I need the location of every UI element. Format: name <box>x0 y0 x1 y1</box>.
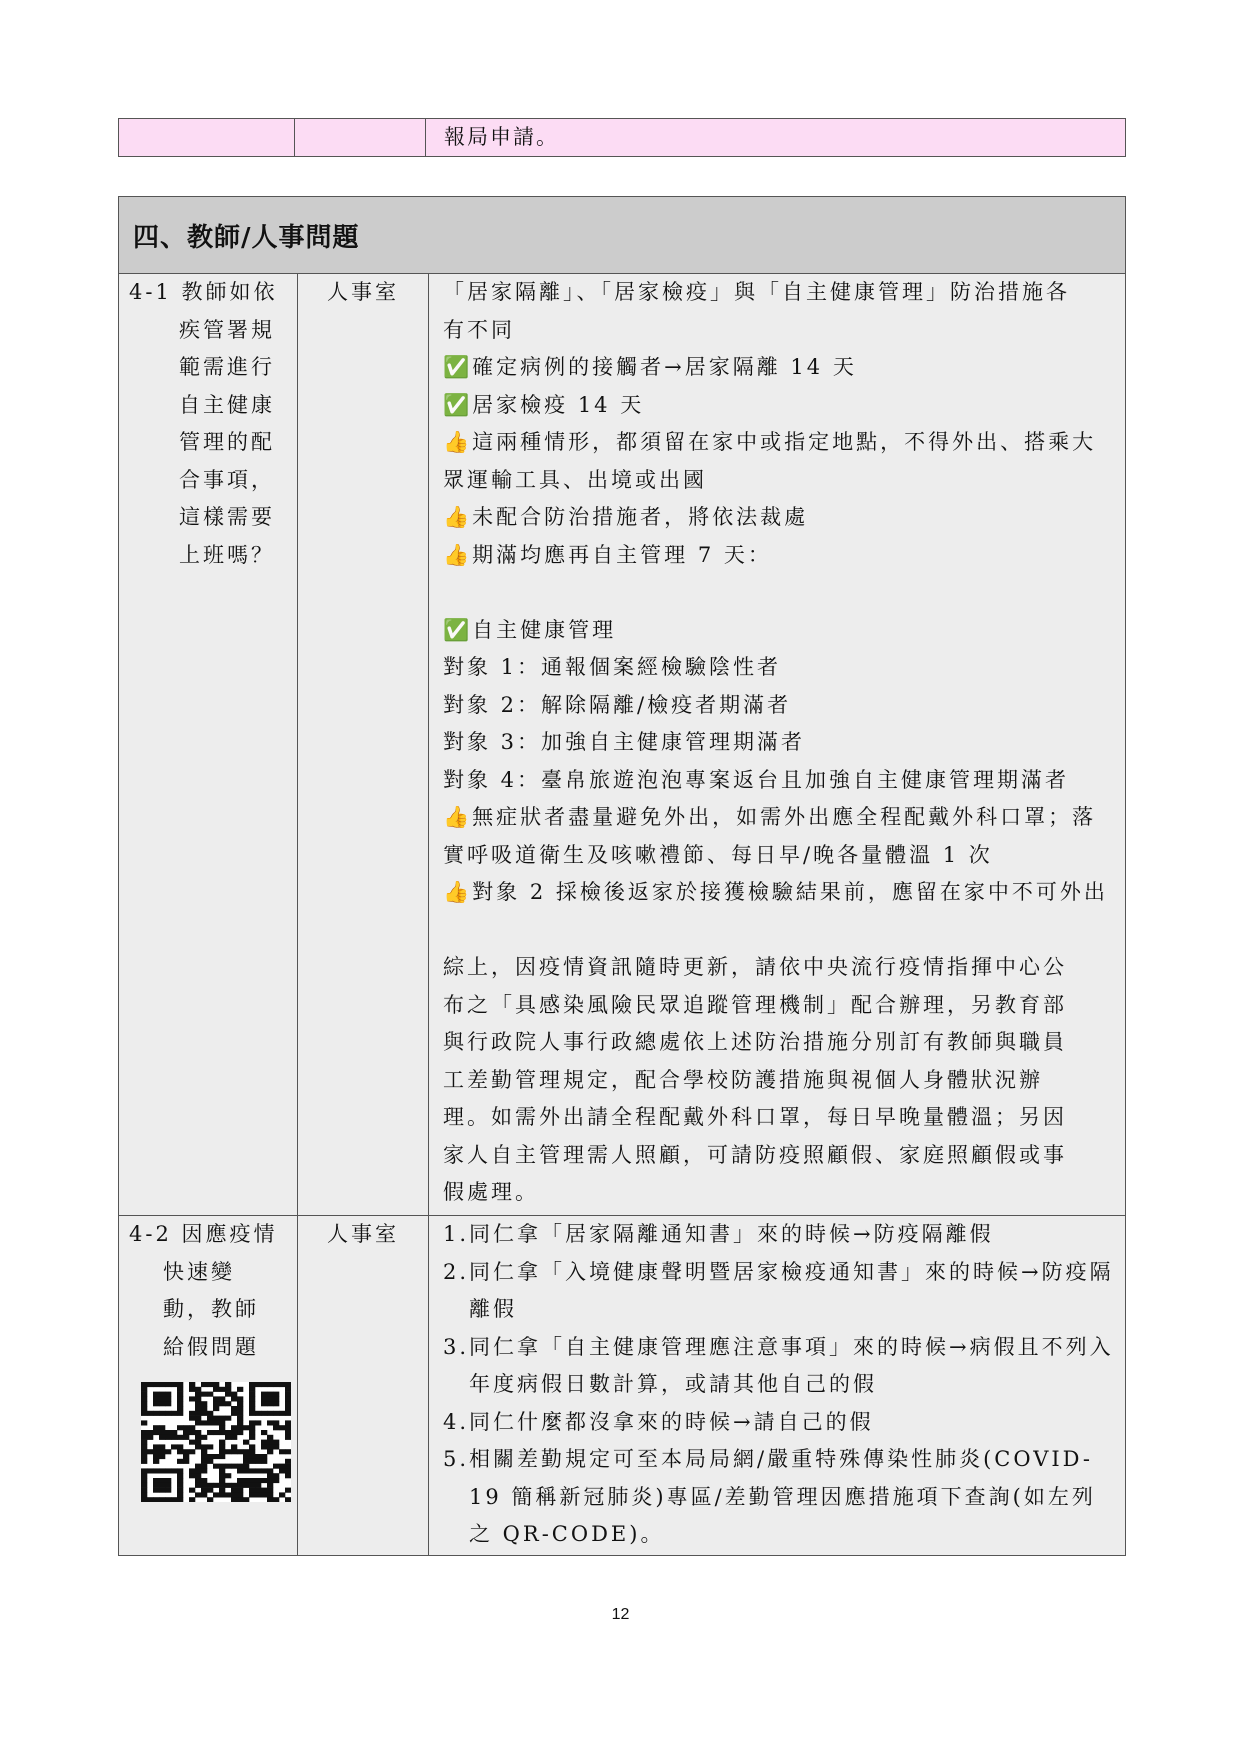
table-row <box>119 274 1126 1216</box>
answer-line: 理。如需外出請全程配戴外科口罩，每日早晚量體溫；另因 <box>443 1105 1067 1129</box>
table-row <box>119 1216 1126 1556</box>
top-table-fragment <box>118 118 1126 157</box>
answer-line: 👍未配合防治措施者，將依法裁處 <box>443 505 809 529</box>
blank-line <box>443 912 1115 950</box>
question-line: 疾管署規 <box>179 317 275 342</box>
unit-cell: 人事室 <box>298 274 429 1216</box>
answer-cell <box>429 274 1126 1216</box>
question-number: 4-1 <box>129 280 172 304</box>
table-row <box>119 119 1126 157</box>
answer-line: 👍無症狀者盡量避免外出，如需外出應全程配戴外科口罩；落 <box>443 805 1097 829</box>
empty-cell <box>119 119 295 157</box>
question-line: 給假問題 <box>163 1334 259 1359</box>
answer-line: 對象 2：解除隔離/檢疫者期滿者 <box>443 692 792 717</box>
answer-line: 假處理。 <box>443 1180 539 1204</box>
question-number: 4-2 <box>129 1222 172 1246</box>
section-header-row <box>119 197 1126 274</box>
answer-line: 對象 3：加強自主健康管理期滿者 <box>443 730 806 754</box>
answer-line: 對象 1：通報個案經檢驗陰性者 <box>443 655 782 679</box>
question-line: 教師如依 <box>181 280 278 304</box>
list-item: 5.相關差勤規定可至本局局網/嚴重特殊傳染性肺炎(COVID-19 簡稱新冠肺炎)專區/差勤管理因應措施項下查詢(如左列之 QR-CODE)。 <box>443 1447 1096 1546</box>
answer-line: 與行政院人事行政總處依上述防治措施分別訂有教師與職員 <box>443 1030 1067 1054</box>
answer-line: 有不同 <box>443 317 515 342</box>
page-number: 12 <box>611 1606 630 1623</box>
question-cell <box>119 1216 298 1556</box>
list-item: 2.同仁拿「入境健康聲明暨居家檢疫通知書」來的時候→防疫隔離假 <box>443 1259 1114 1321</box>
answer-line: 對象 4：臺帛旅遊泡泡專案返台且加強自主健康管理期滿者 <box>443 767 1070 792</box>
answer-line: 工差勤管理規定，配合學校防護措施與視個人身體狀況辦 <box>443 1067 1043 1092</box>
question-line: 快速變 <box>163 1259 235 1284</box>
question-line: 因應疫情 <box>181 1222 278 1246</box>
answer-line: 👍對象 2 採檢後返家於接獲檢驗結果前，應留在家中不可外出 <box>443 880 1108 904</box>
question-line: 範需進行 <box>179 355 275 379</box>
list-item: 1.同仁拿「居家隔離通知書」來的時候→防疫隔離假 <box>443 1222 994 1246</box>
section-title: 四、教師/人事問題 <box>119 197 1126 274</box>
question-cell <box>119 274 298 1216</box>
question-line: 管理的配 <box>179 430 275 454</box>
unit-cell: 人事室 <box>298 1216 429 1556</box>
qr-code-image <box>141 1382 291 1502</box>
list-item: 3.同仁拿「自主健康管理應注意事項」來的時候→病假且不列入年度病假日數計算，或請其他自己的假 <box>443 1334 1114 1396</box>
answer-line: 布之「具感染風險民眾追蹤管理機制」配合辦理，另教育部 <box>443 992 1067 1017</box>
question-line: 自主健康 <box>179 392 275 417</box>
answer-line: 實呼吸道衛生及咳嗽禮節、每日早/晚各量體溫 1 次 <box>443 842 993 867</box>
empty-cell <box>295 119 426 157</box>
answer-line: ✅居家檢疫 14 天 <box>443 392 645 417</box>
answer-line: 綜上，因疫情資訊隨時更新，請依中央流行疫情指揮中心公 <box>443 955 1067 979</box>
answer-line: ✅確定病例的接觸者→居家隔離 14 天 <box>443 355 857 379</box>
answer-cell <box>429 1216 1126 1556</box>
answer-line: 眾運輸工具、出境或出國 <box>443 467 707 492</box>
faq-table <box>118 196 1126 1556</box>
answer-cell: 報局申請。 <box>426 119 1126 157</box>
qr-code-graphic <box>141 1382 291 1502</box>
blank-line <box>443 574 1115 612</box>
answer-line: ✅自主健康管理 <box>443 617 617 642</box>
question-line: 這樣需要 <box>179 505 275 529</box>
list-item: 4.同仁什麼都沒拿來的時候→請自己的假 <box>443 1409 874 1434</box>
answer-line: 👍期滿均應再自主管理 7 天： <box>443 542 772 567</box>
answer-line: 「居家隔離」、「居家檢疫」與「自主健康管理」防治措施各 <box>443 280 1070 304</box>
answer-line: 家人自主管理需人照顧，可請防疫照顧假、家庭照顧假或事 <box>443 1142 1067 1167</box>
question-line: 合事項， <box>179 467 275 492</box>
answer-line: 👍這兩種情形，都須留在家中或指定地點，不得外出、搭乘大 <box>443 430 1097 454</box>
question-line: 上班嗎？ <box>179 542 275 567</box>
question-line: 動，教師 <box>163 1297 259 1321</box>
